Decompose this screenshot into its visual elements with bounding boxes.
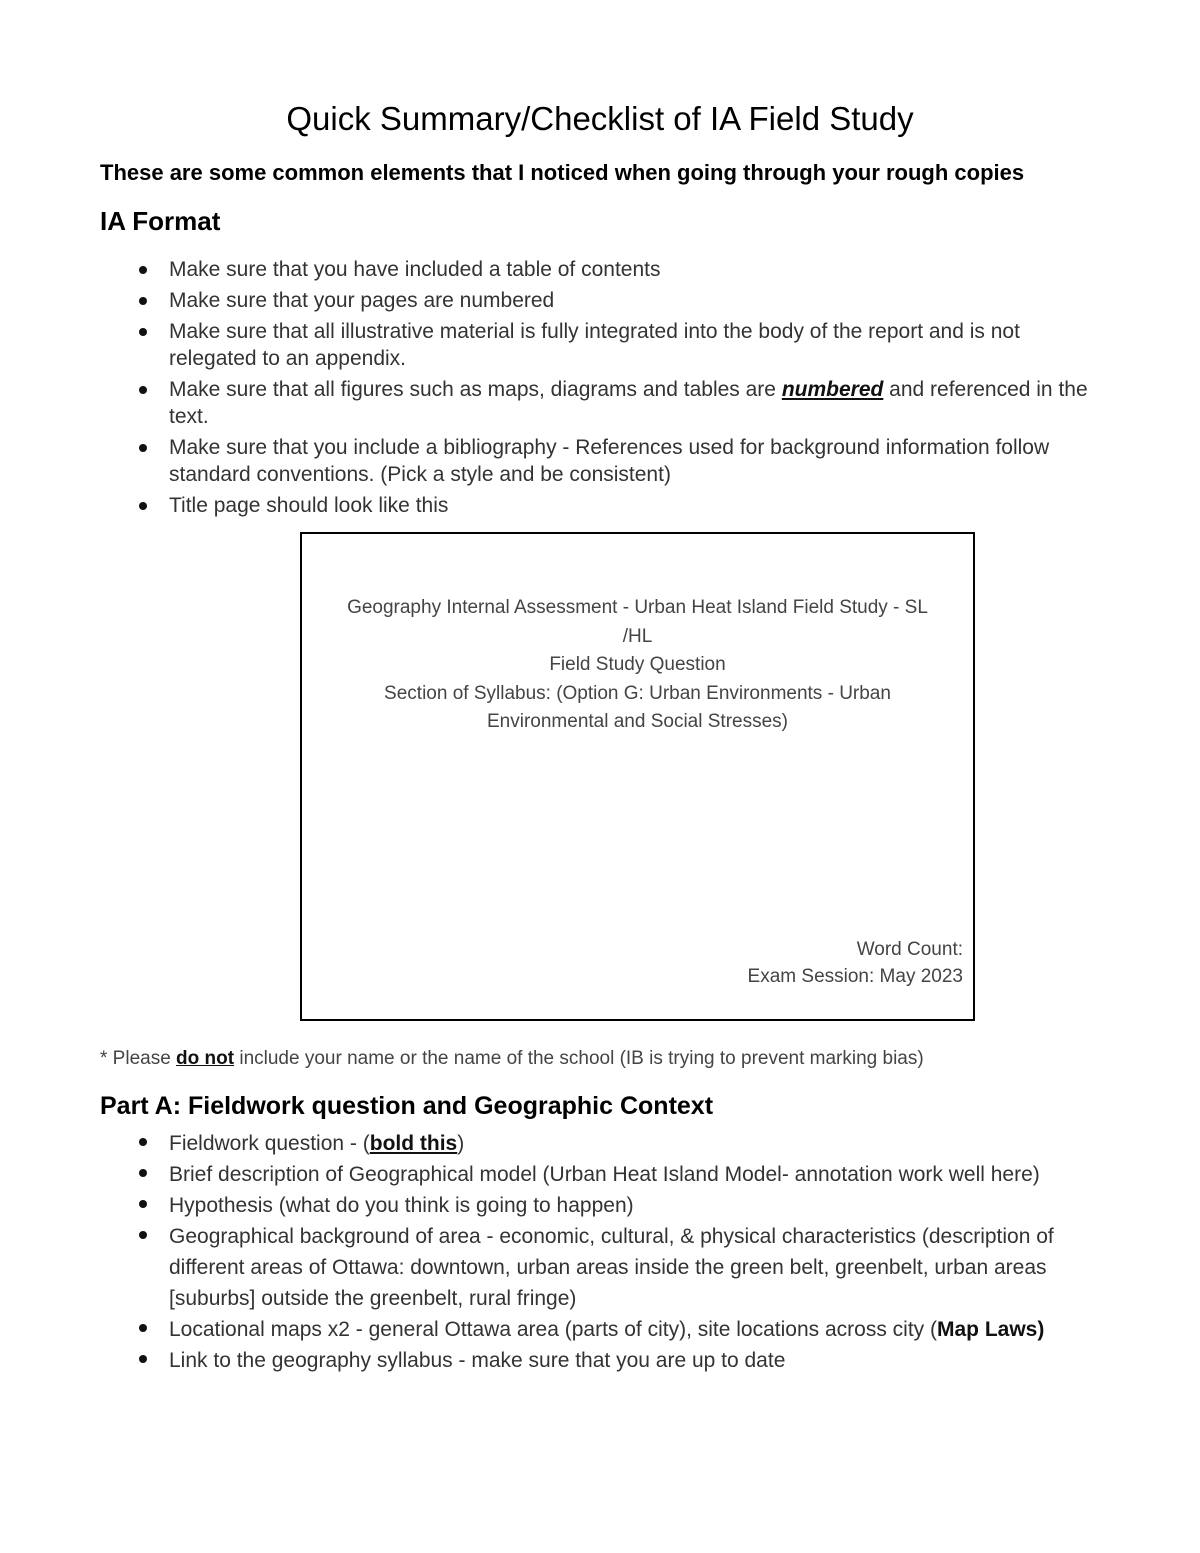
list-item <box>100 376 1100 430</box>
list-item: Make sure that you include a bibliography - References used for background information follow standard conventions. (Pick a style and be consistent) <box>100 434 1100 488</box>
title-line: Geography Internal Assessment - Urban Heat Island Field Study - SL /HL <box>347 597 928 647</box>
title-page-footer <box>748 936 963 990</box>
emphasis-numbered: numbered <box>781 378 884 401</box>
exam-session: Exam Session: May 2023 <box>747 966 963 987</box>
section-heading-part-a: Part A: Fieldwork question and Geographic Context <box>100 1092 714 1120</box>
document-subtitle: These are some common elements that I noticed when going through your rough copies <box>100 160 1025 185</box>
item-text: Make sure that all figures such as maps, diagrams and tables are <box>169 378 782 401</box>
document-title: Quick Summary/Checklist of IA Field Study <box>286 100 914 137</box>
item-text: Locational maps x2 - general Ottawa area (parts of city), site locations across city ( <box>169 1318 937 1341</box>
footnote <box>100 1048 924 1070</box>
field-study-question: Field Study Question <box>549 654 726 675</box>
part-a-list <box>100 1128 1100 1376</box>
list-item: Brief description of Geographical model (Urban Heat Island Model- annotation work well here) <box>100 1159 1100 1190</box>
list-item: Make sure that your pages are numbered <box>100 287 1100 314</box>
list-item: Title page should look like this <box>100 492 1100 519</box>
list-item <box>100 1128 1100 1159</box>
item-bold: Map Laws) <box>937 1318 1045 1341</box>
item-bold: bold this <box>369 1132 458 1155</box>
section-heading-ia-format: IA Format <box>100 206 221 236</box>
list-item: Make sure that all illustrative material is fully integrated into the body of the report and is not relegated to an appendix. <box>100 318 1100 372</box>
list-item <box>100 1314 1100 1345</box>
list-item: Hypothesis (what do you think is going to happen) <box>100 1190 1100 1221</box>
footnote-bold: do not <box>176 1048 235 1069</box>
footnote-text: * Please <box>100 1048 177 1069</box>
item-text: and referenced in the text. <box>169 378 1088 428</box>
title-page-center-text <box>312 594 963 737</box>
footnote-text: include your name or the name of the school (IB is trying to prevent marking bias) <box>234 1048 924 1069</box>
list-item: Link to the geography syllabus - make sure that you are up to date <box>100 1345 1100 1376</box>
ia-format-list <box>100 256 1100 523</box>
item-text: Fieldwork question - ( <box>169 1132 370 1155</box>
title-page-example <box>300 532 975 1021</box>
list-item: Make sure that you have included a table of contents <box>100 256 1100 283</box>
list-item: Geographical background of area - economic, cultural, & physical characteristics (description of different areas of Ottawa: downtown, urban areas inside the green belt, greenbelt, urban areas [suburbs] outside the greenbelt, rural fringe) <box>100 1221 1100 1314</box>
word-count: Word Count: <box>856 939 963 960</box>
item-text: ) <box>457 1132 465 1155</box>
syllabus-section: Section of Syllabus: (Option G: Urban Environments - Urban Environmental and Social Stresses) <box>384 682 891 732</box>
